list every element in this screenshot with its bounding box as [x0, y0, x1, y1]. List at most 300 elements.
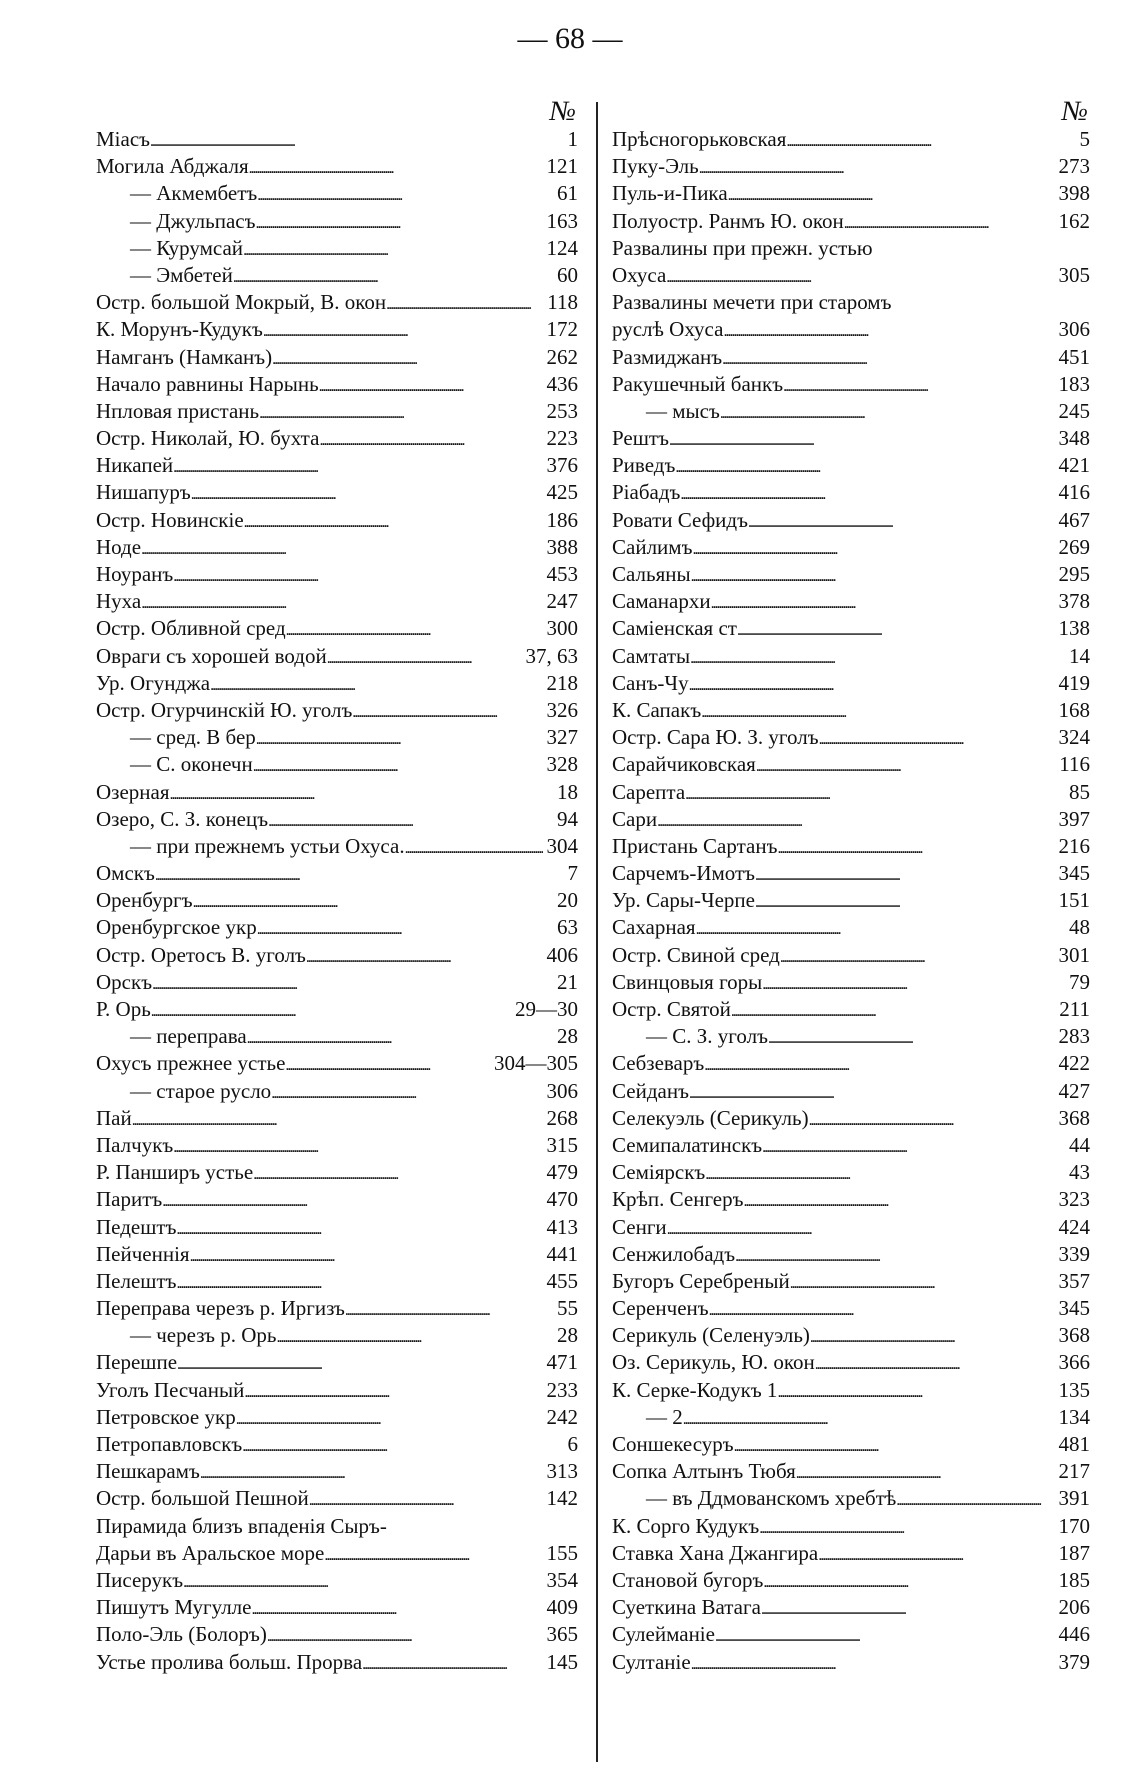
- entry-name: Ноде: [96, 534, 142, 559]
- left-column: [96, 96, 578, 1676]
- entry-number: 406: [546, 942, 578, 967]
- entry-name: Ракушечный банкъ: [612, 371, 784, 396]
- entry-number: 324: [1058, 725, 1090, 750]
- entry-name: Размиджанъ: [612, 344, 723, 369]
- index-entry: [96, 887, 578, 914]
- index-entry: [96, 643, 578, 670]
- dot-leader: [777, 833, 1054, 860]
- index-entry: [96, 534, 578, 561]
- entry-name: — черезъ р. Орь: [130, 1323, 277, 1348]
- index-entry: [96, 1295, 578, 1322]
- index-entry: [612, 126, 1090, 153]
- entry-number: 28: [557, 1323, 578, 1348]
- index-entry: [96, 180, 578, 207]
- dot-leader: [150, 126, 563, 153]
- entry-name: Остр. Святой: [612, 997, 731, 1021]
- entry-name: — сред. В бер: [130, 725, 256, 750]
- index-entry: [612, 534, 1090, 561]
- entry-number: 233: [546, 1377, 578, 1402]
- dot-leader: [243, 235, 542, 262]
- entry-name: Прѣсногорьковская: [612, 127, 787, 151]
- entry-name: — С. З. уголъ: [646, 1024, 768, 1049]
- entry-name: Саміенская ст: [612, 616, 737, 641]
- entry-name: Перешпе: [96, 1350, 178, 1375]
- entry-name: Серенченъ: [612, 1296, 709, 1321]
- index-entry: [96, 942, 578, 969]
- dot-leader: [141, 534, 542, 561]
- entry-name: Себзеваръ: [612, 1051, 705, 1076]
- dot-leader: [352, 697, 542, 724]
- entry-number: 29—30: [515, 997, 578, 1021]
- dot-leader: [257, 914, 553, 941]
- dot-leader: [255, 208, 542, 235]
- entry-number: 55: [557, 1296, 578, 1321]
- entry-name: Сарчемъ-Имотъ: [612, 861, 756, 886]
- entry-name: Нпловая пристань: [96, 398, 260, 423]
- dot-leader: [818, 1540, 1054, 1567]
- index-entry: [96, 344, 578, 371]
- entry-name: — старое русло: [130, 1078, 272, 1103]
- entry-name: Остр. большой Мокрый, В. окон: [96, 290, 387, 315]
- index-entry: [96, 235, 578, 262]
- entry-name: Сари: [612, 806, 658, 831]
- entry-name: Остр. Огурчинскій Ю. уголъ: [96, 697, 353, 722]
- entry-number: 245: [1058, 398, 1090, 423]
- entry-name: Намганъ (Намканъ): [96, 344, 273, 369]
- entry-name: Сопка Алтынъ Тюбя: [612, 1459, 796, 1484]
- entry-name: Ур. Сары-Черпе: [612, 888, 755, 913]
- entry-name: Пуку-Эль: [612, 154, 699, 179]
- dot-leader: [715, 1621, 1055, 1648]
- dot-leader: [233, 262, 553, 289]
- index-entry: [96, 425, 578, 452]
- index-entry: [612, 507, 1090, 534]
- dot-leader: [809, 1105, 1055, 1132]
- index-entry: [96, 615, 578, 642]
- dot-leader: [173, 1132, 542, 1159]
- entry-number: 44: [1069, 1132, 1090, 1157]
- dot-leader: [762, 1132, 1065, 1159]
- entry-number: 116: [1059, 752, 1090, 777]
- index-entry: [96, 1431, 578, 1458]
- dot-leader: [711, 588, 1055, 615]
- index-entry: [612, 1404, 1090, 1431]
- entry-number: 295: [1058, 562, 1090, 586]
- entry-number: 43: [1069, 1160, 1090, 1185]
- dot-leader: [815, 1349, 1055, 1376]
- entry-name: Риведъ: [612, 453, 676, 478]
- index-entry: [96, 507, 578, 534]
- entry-number: 427: [1058, 1078, 1090, 1103]
- index-entry: [612, 615, 1090, 642]
- index-entry: [612, 371, 1090, 398]
- entry-name: Сарепта: [612, 779, 686, 804]
- entry-number: 479: [546, 1160, 578, 1185]
- entry-name: — Курумсай: [130, 235, 244, 260]
- dot-leader: [244, 1377, 542, 1404]
- index-entry: [96, 969, 578, 996]
- dot-leader: [755, 860, 1054, 887]
- entry-number: 79: [1069, 969, 1090, 994]
- index-entry: [612, 670, 1090, 697]
- entry-number: 453: [546, 562, 578, 586]
- entry-number: 14: [1069, 643, 1090, 668]
- entry-name: Міасъ: [96, 127, 151, 151]
- dot-leader: [783, 371, 1054, 398]
- entry-name: руслѣ Охуса: [612, 317, 724, 342]
- index-entry: [612, 1241, 1090, 1268]
- entry-number: 242: [546, 1404, 578, 1429]
- dot-leader: [253, 751, 543, 778]
- entry-name: Сейданъ: [612, 1078, 689, 1103]
- dot-leader: [319, 425, 542, 452]
- index-entry: [96, 1268, 578, 1295]
- index-entry: [612, 208, 1090, 235]
- entry-name: Дарьи въ Аральское море: [96, 1540, 325, 1565]
- entry-number: 218: [546, 670, 578, 695]
- dot-leader: [247, 1023, 553, 1050]
- index-entry: [612, 1649, 1090, 1676]
- index-entry: [612, 561, 1090, 588]
- entry-name: К. Сапакъ: [612, 697, 702, 722]
- entry-number: 61: [557, 181, 578, 206]
- entry-number: 323: [1058, 1187, 1090, 1212]
- entry-number: 326: [546, 697, 578, 722]
- index-entry: [96, 806, 578, 833]
- index-entry: [96, 126, 578, 153]
- page-number: — 68 —: [517, 22, 623, 55]
- dot-leader: [210, 670, 542, 697]
- entry-name: Остр. Обливной сред: [96, 616, 286, 641]
- entry-name: Пишутъ Мугулле: [96, 1595, 252, 1620]
- entry-name: Пирамида близъ впаденія Сыръ-: [96, 1513, 387, 1538]
- entry-name: Полуостр. Ранмъ Ю. окон: [612, 208, 844, 233]
- entry-name: — С. оконечн: [130, 752, 253, 777]
- dot-leader: [720, 398, 1055, 425]
- entry-name: Сулейманіе: [612, 1622, 715, 1647]
- index-entry: [612, 724, 1090, 751]
- entry-name: К. Морунъ-Кудукъ: [96, 317, 263, 342]
- dot-leader: [249, 153, 543, 180]
- dot-leader: [689, 1078, 1055, 1105]
- right-column: [612, 96, 1090, 1676]
- dot-leader: [183, 1567, 542, 1594]
- dot-leader: [691, 561, 1055, 588]
- dot-leader: [257, 180, 553, 207]
- index-entry: [612, 833, 1090, 860]
- entry-number: 135: [1058, 1377, 1090, 1402]
- index-entry: [612, 1078, 1090, 1105]
- dot-leader: [786, 126, 1075, 153]
- entry-number: 419: [1058, 670, 1090, 695]
- entry-name: Пристань Сартанъ: [612, 833, 778, 858]
- entry-number: 398: [1058, 181, 1090, 206]
- index-entry: [612, 1431, 1090, 1458]
- index-entry: [612, 1485, 1090, 1512]
- index-entry: [96, 398, 578, 425]
- entry-number: 94: [557, 806, 578, 831]
- dot-leader: [272, 344, 542, 371]
- index-entry: [96, 588, 578, 615]
- entry-name: Пейченнія: [96, 1241, 190, 1266]
- dot-leader: [709, 1295, 1055, 1322]
- entry-name: Оренбургъ: [96, 888, 193, 913]
- entry-name: Пелештъ: [96, 1268, 177, 1293]
- entry-number: 357: [1058, 1268, 1090, 1293]
- entry-number: 313: [546, 1459, 578, 1484]
- left-column-header: №: [549, 96, 576, 127]
- entry-name: Пешкарамъ: [96, 1459, 200, 1484]
- dot-leader: [263, 316, 543, 343]
- entry-number: 85: [1069, 779, 1090, 804]
- entry-number: 424: [1058, 1214, 1090, 1239]
- entry-name: Сенжилобадъ: [612, 1241, 736, 1266]
- entry-number: 339: [1058, 1241, 1090, 1266]
- index-entry: [612, 1186, 1090, 1213]
- dot-leader: [259, 398, 542, 425]
- entry-name: Остр. Свиной сред: [612, 942, 780, 967]
- entry-number: 345: [1058, 1296, 1090, 1321]
- entry-name: Устье пролива больш. Прорва: [96, 1649, 363, 1674]
- entry-name: Поло-Эль (Болоръ): [96, 1622, 267, 1647]
- dot-leader: [177, 1349, 542, 1376]
- index-entry: [612, 969, 1090, 996]
- entry-number: 379: [1058, 1649, 1090, 1674]
- entry-number: 436: [546, 371, 578, 396]
- entry-name: Р. Орь: [96, 997, 151, 1021]
- index-entry: [612, 1214, 1090, 1241]
- entry-name: Омскъ: [96, 861, 155, 886]
- index-entry: [612, 751, 1090, 778]
- entry-number: 262: [546, 344, 578, 369]
- index-entry: [612, 289, 1090, 316]
- dot-leader: [200, 1458, 543, 1485]
- dot-leader: [267, 1621, 543, 1648]
- entry-name: Сенги: [612, 1214, 667, 1239]
- index-entry: [612, 262, 1090, 289]
- dot-leader: [722, 344, 1054, 371]
- dot-leader: [151, 996, 511, 1023]
- entry-number: 391: [1058, 1486, 1090, 1511]
- entry-name: Палчукъ: [96, 1132, 174, 1157]
- dot-leader: [748, 507, 1055, 534]
- dot-leader: [141, 588, 542, 615]
- entry-number: 425: [546, 480, 578, 505]
- index-entry: [96, 561, 578, 588]
- entry-number: 306: [1058, 317, 1090, 342]
- dot-leader: [692, 534, 1054, 561]
- index-entry: [96, 697, 578, 724]
- index-entry: [612, 1050, 1090, 1077]
- index-entry: [96, 751, 578, 778]
- index-entry: [96, 1214, 578, 1241]
- entry-name: — Джульпасъ: [130, 208, 256, 233]
- entry-number: 183: [1058, 371, 1090, 396]
- entry-number: 366: [1058, 1350, 1090, 1375]
- index-entry: [612, 1159, 1090, 1186]
- index-entry: [96, 1649, 578, 1676]
- entry-number: 416: [1058, 480, 1090, 505]
- entry-number: 124: [546, 235, 578, 260]
- entry-number: 315: [546, 1132, 578, 1157]
- entry-name: Сахарная: [612, 915, 696, 940]
- dot-leader: [152, 969, 553, 996]
- left-entry-list: [96, 126, 578, 1676]
- index-entry: [96, 1078, 578, 1105]
- right-column-header: №: [1061, 96, 1088, 127]
- entry-number: 422: [1058, 1051, 1090, 1076]
- index-entry: [96, 1050, 578, 1077]
- index-entry: [96, 779, 578, 806]
- index-entry: [96, 262, 578, 289]
- dot-leader: [701, 697, 1054, 724]
- index-entry: [612, 1268, 1090, 1295]
- index-entry: [612, 344, 1090, 371]
- entry-number: 306: [546, 1078, 578, 1103]
- index-entry: [96, 371, 578, 398]
- entry-number: 413: [546, 1214, 578, 1239]
- dot-leader: [173, 452, 542, 479]
- dot-leader: [790, 1268, 1055, 1295]
- entry-name: Нуха: [96, 589, 142, 614]
- index-entry: [612, 479, 1090, 506]
- index-entry: [612, 1540, 1090, 1567]
- index-entry: [612, 942, 1090, 969]
- dot-leader: [666, 262, 1054, 289]
- entry-name: Остр. Новинскіе: [96, 507, 244, 532]
- entry-name: Развалины при прежн. устью: [612, 235, 873, 260]
- dot-leader: [761, 1594, 1055, 1621]
- index-entry: [96, 1404, 578, 1431]
- entry-number: 421: [1058, 453, 1090, 478]
- dot-leader: [251, 1594, 542, 1621]
- index-entry: [96, 452, 578, 479]
- index-entry: [612, 1295, 1090, 1322]
- dot-leader: [236, 1404, 543, 1431]
- index-entry: [96, 153, 578, 180]
- index-entry: [612, 1322, 1090, 1349]
- entry-name: Семипалатинскъ: [612, 1132, 763, 1157]
- dot-leader: [737, 615, 1055, 642]
- entry-number: 170: [1058, 1513, 1090, 1538]
- index-entry: [96, 1105, 578, 1132]
- index-entry: [612, 1567, 1090, 1594]
- entry-number: 145: [546, 1649, 578, 1674]
- entry-number: 397: [1058, 806, 1090, 831]
- entry-number: 5: [1079, 127, 1090, 151]
- dot-leader: [728, 180, 1055, 207]
- entry-name: Петровское укр: [96, 1404, 236, 1429]
- entry-name: Педештъ: [96, 1214, 177, 1239]
- entry-name: Пай: [96, 1105, 132, 1130]
- index-entry: [612, 1132, 1090, 1159]
- dot-leader: [675, 452, 1054, 479]
- entry-number: 304—305: [494, 1051, 578, 1076]
- dot-leader: [242, 1431, 563, 1458]
- entry-name: Оз. Серикуль, Ю. окон: [612, 1350, 815, 1375]
- dot-leader: [253, 1159, 542, 1186]
- entry-name: Озерная: [96, 779, 170, 804]
- dot-leader: [735, 1241, 1054, 1268]
- entry-number: 118: [547, 290, 578, 315]
- dot-leader: [324, 1540, 542, 1567]
- index-entry: [612, 887, 1090, 914]
- entry-name: — мысъ: [646, 398, 720, 423]
- entry-name: Суеткина Ватага: [612, 1595, 761, 1620]
- entry-number: 60: [557, 262, 578, 287]
- index-entry: [96, 833, 578, 860]
- index-entry: [612, 180, 1090, 207]
- entry-name: Семіярскъ: [612, 1160, 706, 1185]
- index-entry: [96, 1023, 578, 1050]
- entry-number: 304: [546, 833, 578, 858]
- index-entry: [96, 724, 578, 751]
- entry-name: Пуль-и-Пика: [612, 181, 728, 206]
- entry-name: Начало равнины Нарынь: [96, 371, 319, 396]
- dot-leader: [327, 643, 522, 670]
- dot-leader: [796, 1458, 1055, 1485]
- index-entry: [612, 1023, 1090, 1050]
- dot-leader: [190, 1241, 543, 1268]
- entry-number: 247: [546, 589, 578, 614]
- dot-leader: [191, 479, 543, 506]
- index-entry: [96, 1567, 578, 1594]
- entry-name: Ур. Огунджа: [96, 670, 211, 695]
- entry-number: 378: [1058, 589, 1090, 614]
- dot-leader: [696, 914, 1065, 941]
- entry-number: 37, 63: [525, 643, 578, 668]
- dot-leader: [285, 1050, 490, 1077]
- entry-number: 467: [1058, 507, 1090, 532]
- index-entry: [96, 1349, 578, 1376]
- entry-number: 269: [1058, 534, 1090, 559]
- dot-leader: [669, 425, 1055, 452]
- index-entry: [96, 996, 578, 1023]
- entry-number: 327: [546, 725, 578, 750]
- dot-leader: [268, 806, 553, 833]
- entry-number: 155: [546, 1540, 578, 1565]
- entry-number: 348: [1058, 426, 1090, 451]
- dot-leader: [844, 208, 1055, 235]
- dot-leader: [780, 942, 1055, 969]
- index-entry: [96, 1241, 578, 1268]
- dot-leader: [689, 670, 1055, 697]
- entry-number: 388: [546, 534, 578, 559]
- dot-leader: [699, 153, 1055, 180]
- entry-name: — 2: [646, 1404, 683, 1429]
- index-entry: [612, 398, 1090, 425]
- dot-leader: [763, 1567, 1054, 1594]
- dot-leader: [896, 1485, 1054, 1512]
- entry-name: Могила Абджаля: [96, 154, 249, 179]
- dot-leader: [173, 561, 542, 588]
- index-entry: [612, 452, 1090, 479]
- entry-number: 162: [1058, 208, 1090, 233]
- index-entry: [96, 1513, 578, 1540]
- entry-number: 1: [567, 127, 578, 151]
- entry-number: 376: [546, 453, 578, 478]
- entry-number: 185: [1058, 1567, 1090, 1592]
- dot-leader: [309, 1485, 543, 1512]
- entry-number: 345: [1058, 861, 1090, 886]
- entry-number: 268: [546, 1105, 578, 1130]
- entry-number: 163: [546, 208, 578, 233]
- index-entry: [612, 860, 1090, 887]
- dot-leader: [657, 806, 1054, 833]
- dot-leader: [286, 615, 543, 642]
- index-entry: [612, 1105, 1090, 1132]
- entry-number: 354: [546, 1567, 578, 1592]
